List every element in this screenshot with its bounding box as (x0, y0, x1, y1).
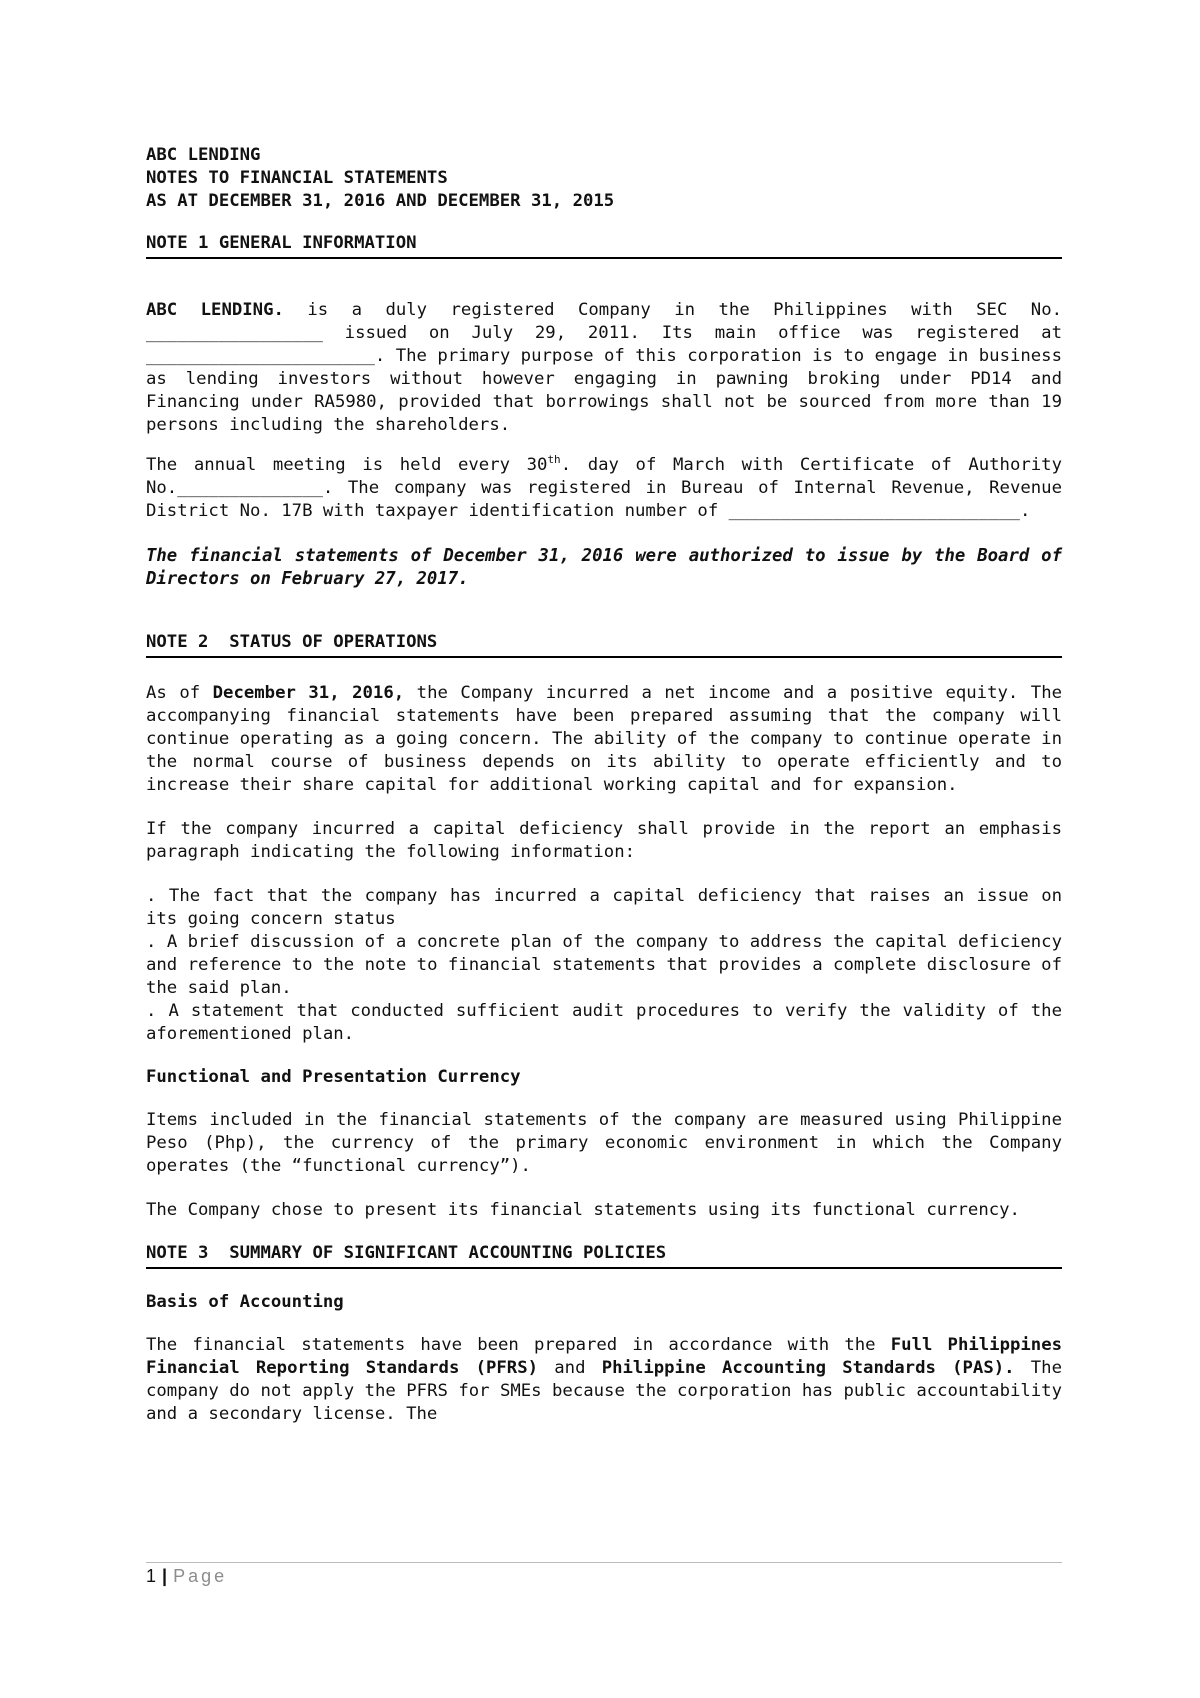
pfrs-reference: Full Philippines Financial Reporting Standards (PFRS) (146, 1335, 1062, 1378)
authorization-statement: The financial statements of December 31, 2016 were authorized to issue by the Board of Directors on February 27, 2017. (146, 546, 1062, 589)
sec-number-blank: _________________ (146, 323, 323, 343)
document-date-range: AS AT DECEMBER 31, 2016 AND DECEMBER 31, 2015 (146, 191, 615, 211)
list-item: . The fact that the company has incurred a capital deficiency that raises an issue on its going concern status (146, 886, 1062, 929)
office-address-blank: ______________________ (146, 346, 375, 366)
note1-paragraph-1: ABC LENDING. is a duly registered Company in the Philippines with SEC No. _________________ issued on July 29, 2011. Its main office was registered at ______________________. The primary purpose of this corporation is to engage in business as lending investors without however engaging in pawning broking under PD14 and Financing under RA5980, provided that borrowings shall not be sourced from more than 19 persons including the shareholders. (146, 300, 1063, 435)
list-item: . A brief discussion of a concrete plan of the company to address the capital deficiency and reference to the note to financial statements that provides a complete disclosure of the said plan. (146, 932, 1062, 998)
document-body (146, 144, 1062, 1426)
footer-separator: | (162, 1566, 168, 1586)
basis-of-accounting-heading: Basis of Accounting (146, 1292, 344, 1312)
note1-paragraph-2: The annual meeting is held every 30th. day of March with Certificate of Authority No.______________. The company was registered in Bureau of Internal Revenue, Revenue District No. 17B with taxpayer identification number of ____________________________. (146, 453, 1062, 521)
document-title: NOTES TO FINANCIAL STATEMENTS (146, 168, 448, 188)
footer-divider (146, 1562, 1062, 1563)
page-footer (146, 1566, 227, 1587)
company-name: ABC LENDING (146, 145, 261, 165)
note2-paragraph-3: Items included in the financial statements of the company are measured using Philippine Peso (Php), the currency of the primary economic environment in which the Company operates (the “functional currency”). (146, 1110, 1062, 1176)
note2-paragraph-2: If the company incurred a capital deficiency shall provide in the report an emphasis paragraph indicating the following information: (146, 819, 1062, 862)
note3-paragraph-1: The financial statements have been prepared in accordance with the Full Philippines Financial Reporting Standards (PFRS) and Philippine Accounting Standards (PAS). The company do not apply the PFRS for SMEs because the corporation has public accountability and a secondary license. The (146, 1335, 1062, 1424)
list-item: . A statement that conducted sufficient audit procedures to verify the validity of the aforementioned plan. (146, 1001, 1062, 1044)
page-number: 1 (146, 1566, 157, 1586)
tin-blank: ____________________________ (728, 501, 1020, 521)
company-name-inline: ABC LENDING. (146, 300, 284, 320)
authority-number-blank: ______________ (177, 478, 323, 498)
note2-paragraph-1: As of December 31, 2016, the Company incurred a net income and a positive equity. The accompanying financial statements have been prepared assuming that the company will continue operating as a going concern. The ability of the company to continue operate in the normal course of business depends on its ability to operate efficiently and to increase their share capital for additional working capital and for expansion. (146, 683, 1063, 795)
reporting-date: December 31, 2016, (212, 683, 405, 703)
note1-heading: NOTE 1 GENERAL INFORMATION (146, 232, 1062, 259)
note2-heading: NOTE 2 STATUS OF OPERATIONS (146, 631, 1062, 658)
page-label: Page (173, 1566, 228, 1586)
functional-currency-heading: Functional and Presentation Currency (146, 1067, 521, 1087)
pas-reference: Philippine Accounting Standards (PAS). (601, 1358, 1015, 1378)
note2-paragraph-4: The Company chose to present its financial statements using its functional currency. (146, 1200, 1020, 1220)
note3-heading: NOTE 3 SUMMARY OF SIGNIFICANT ACCOUNTING POLICIES (146, 1242, 1062, 1269)
